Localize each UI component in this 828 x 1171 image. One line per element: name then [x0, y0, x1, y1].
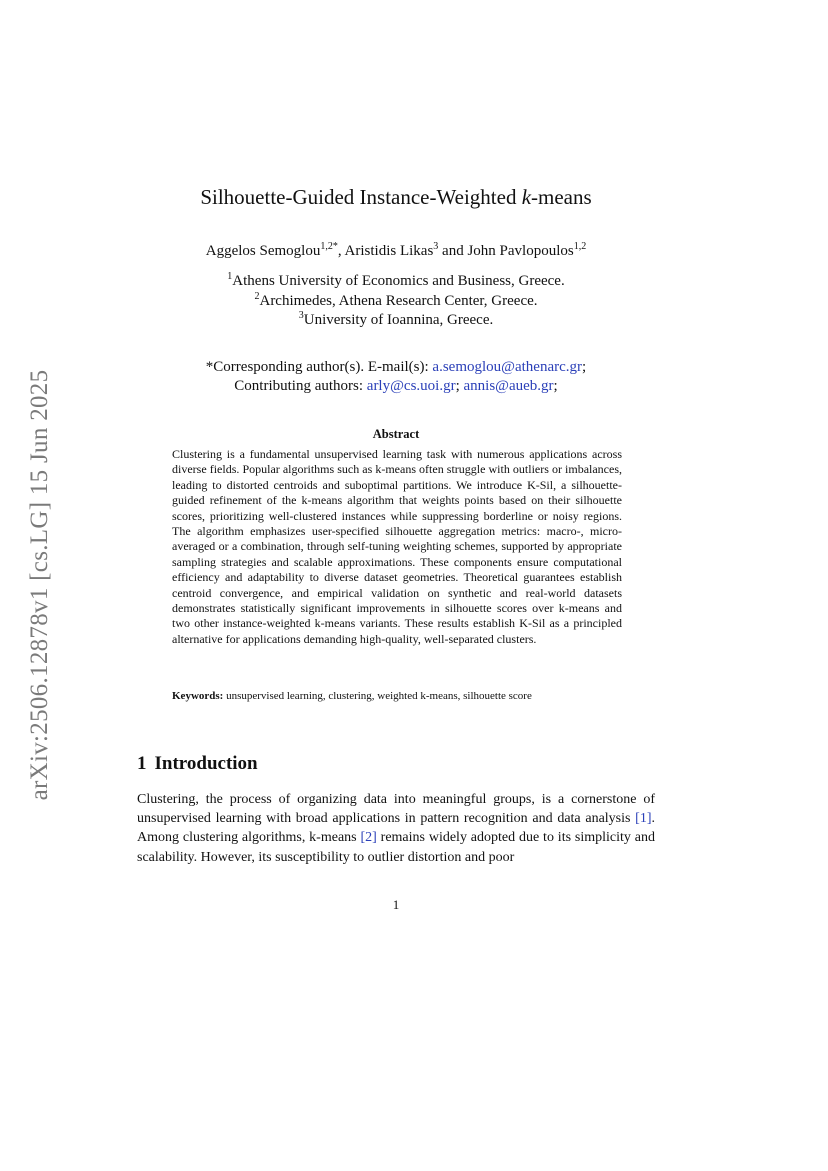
page-number: 1 — [392, 897, 400, 912]
email-link[interactable]: annis@aueb.gr — [463, 378, 554, 394]
email-link[interactable]: arly@cs.uoi.gr — [366, 378, 456, 394]
intro-paragraph: Clustering, the process of organizing data into meaningful groups, is a cornerstone of unsupervised learning with broad applications in pattern recognition and data analysis [1]. Among clustering algorithms, k-means [2] remains widely adopted due to its simplicity and scalability. However, its susceptibility to outlier distortion and poor — [137, 792, 655, 865]
email-link[interactable]: a.semoglou@athenarc.gr — [432, 359, 583, 375]
arxiv-sidebar — [20, 340, 60, 830]
citation-link[interactable]: [2] — [360, 830, 377, 846]
contributing-authors-line: Contributing authors: arly@cs.uoi.gr; annis@aueb.gr; — [234, 378, 558, 394]
paper-title: Silhouette-Guided Instance-Weighted k-means — [200, 185, 592, 209]
section-heading — [137, 753, 655, 775]
citation-link[interactable]: [1] — [635, 811, 652, 827]
affiliation: $^2$Archimedes, Athena Research Center, Greece. — [254, 291, 538, 309]
section-number: 1 — [137, 753, 147, 774]
arxiv-identifier: arXiv:2506.12878v1 [cs.LG] 15 Jun 2025 — [26, 369, 53, 801]
author-name: Aggelos Semoglou — [205, 243, 321, 259]
author-list: Aggelos Semoglou$^{1,2*}$, Aristidis Likas$^3$ and John Pavlopoulos$^{1,2}$ — [205, 241, 587, 259]
corresponding-author-line: *Corresponding author(s). E-mail(s): a.semoglou@athenarc.gr; — [205, 359, 587, 375]
section-title: Introduction — [154, 753, 258, 774]
keywords-label: Keywords: — [172, 690, 224, 702]
affiliation: $^3$University of Ioannina, Greece. — [298, 310, 494, 328]
affiliation: $^1$Athens University of Economics and Business, Greece. — [227, 271, 565, 289]
abstract-heading: Abstract — [372, 427, 420, 441]
author-name: John Pavlopoulos — [467, 243, 574, 259]
keywords-text: unsupervised learning, clustering, weighted k-means, silhouette score — [223, 690, 532, 702]
keywords — [172, 689, 632, 704]
author-name: Aristidis Likas — [344, 243, 434, 259]
abstract-text: Clustering is a fundamental unsupervised learning task with numerous applications across diverse fields. Popular algorithms such as k-means often struggle with outliers or imbalances, leading to distorted centroids and suboptimal partitions. We introduce K-Sil, a silhouette-guided refinement of the k-means algorithm that weights points based on their silhouette scores, prioritizing well-clustered instances while suppressing borderline or noisy regions. The algorithm emphasizes user-specified silhouette aggregation metrics: macro-, micro-averaged or a combination, through self-tuning weighting schemes, supported by appropriate sampling strategies and scalable approximations. These components ensure computational efficiency and adaptability to diverse dataset geometries. Theoretical guarantees establish centroid convergence, and empirical validation on synthetic and real-world datasets demonstrates statistically significant improvements in silhouette scores over k-means and two other instance-weighted k-means variants. These results establish K-Sil as a principled alternative for applications demanding high-quality, well-separated clusters. — [172, 447, 622, 646]
